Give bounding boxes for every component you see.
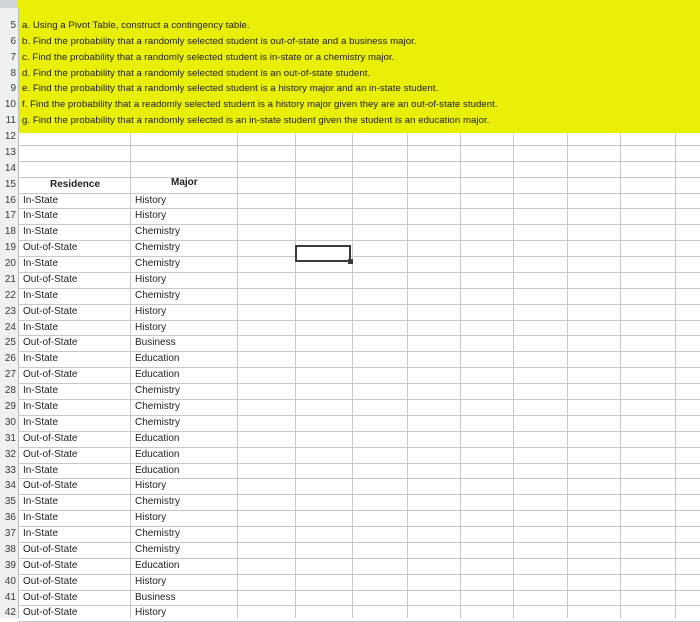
- major-cell: Chemistry: [135, 401, 181, 412]
- grid-row-line: [18, 494, 700, 495]
- row-number: 34: [4, 480, 16, 491]
- residence-cell: In-State: [23, 322, 59, 333]
- residence-cell: In-State: [23, 195, 59, 206]
- instruction-line: b. Find the probability that a randomly selected student is out-of-state and a business major.: [22, 36, 417, 47]
- row-number: 18: [4, 226, 16, 237]
- grid-column-line: [620, 133, 621, 618]
- fill-handle[interactable]: [348, 259, 353, 264]
- instruction-line: e. Find the probability that a randomly selected student is a history major and an in-state student.: [22, 83, 439, 94]
- major-cell: Chemistry: [135, 496, 181, 507]
- grid-column-line: [237, 133, 238, 618]
- row-number: 11: [5, 115, 16, 126]
- grid-column-line: [460, 133, 461, 618]
- residence-cell: Out-of-State: [23, 544, 78, 555]
- row-number: 25: [4, 337, 16, 348]
- major-cell: Education: [135, 433, 180, 444]
- major-cell: Business: [135, 337, 176, 348]
- row-number: 30: [4, 417, 16, 428]
- grid-row-line: [18, 240, 700, 241]
- major-cell: Education: [135, 560, 180, 571]
- major-cell: Chemistry: [135, 528, 181, 539]
- major-cell: Education: [135, 353, 180, 364]
- row-number: 10: [4, 99, 16, 110]
- row-number: 33: [4, 465, 16, 476]
- residence-cell: In-State: [23, 210, 59, 221]
- grid-column-line: [130, 133, 131, 618]
- grid-row-line: [18, 605, 700, 606]
- residence-cell: Out-of-State: [23, 576, 78, 587]
- grid-row-line: [18, 431, 700, 432]
- residence-cell: Out-of-State: [23, 306, 78, 317]
- grid-row-line: [18, 256, 700, 257]
- major-cell: History: [135, 576, 167, 587]
- residence-cell: In-State: [23, 353, 59, 364]
- row-number: 13: [4, 147, 16, 158]
- grid-column-line: [407, 133, 408, 618]
- residence-cell: In-State: [23, 226, 59, 237]
- grid-row-line: [18, 367, 700, 368]
- row-number: 40: [4, 576, 16, 587]
- major-cell: History: [135, 607, 167, 618]
- major-cell: History: [135, 210, 167, 221]
- residence-cell: In-State: [23, 385, 59, 396]
- grid-row-line: [18, 161, 700, 162]
- grid-row-line: [18, 415, 700, 416]
- major-cell: Education: [135, 465, 180, 476]
- grid-row-line: [18, 447, 700, 448]
- major-cell: Education: [135, 449, 180, 460]
- row-number: 8: [10, 68, 16, 79]
- row-number: 9: [10, 83, 16, 94]
- row-number: 16: [4, 195, 16, 206]
- grid-row-line: [18, 542, 700, 543]
- row-number: 32: [4, 449, 16, 460]
- major-cell: Chemistry: [135, 258, 181, 269]
- row-number: 7: [10, 52, 16, 63]
- grid-row-line: [18, 193, 700, 194]
- grid-column-line: [295, 133, 296, 618]
- grid-row-line: [18, 177, 700, 178]
- instruction-line: d. Find the probability that a randomly selected student is an out-of-state student.: [22, 68, 371, 79]
- major-cell: Business: [135, 592, 176, 603]
- instruction-line: f. Find the probability that a readomly selected student is a history major given they are an out-of-state student.: [22, 99, 498, 110]
- residence-cell: In-State: [23, 258, 59, 269]
- major-cell: History: [135, 512, 167, 523]
- grid-column-line: [675, 133, 676, 618]
- grid-row-line: [18, 510, 700, 511]
- residence-cell: Out-of-State: [23, 242, 78, 253]
- row-number: 14: [4, 163, 16, 174]
- grid-row-line: [18, 478, 700, 479]
- row-number: 23: [4, 306, 16, 317]
- row-number: 42: [4, 607, 16, 618]
- row-number: 29: [4, 401, 16, 412]
- residence-cell: Out-of-State: [23, 449, 78, 460]
- residence-cell: In-State: [23, 496, 59, 507]
- grid-row-line: [18, 351, 700, 352]
- residence-cell: In-State: [23, 417, 59, 428]
- grid-row-line: [18, 208, 700, 209]
- instruction-line: c. Find the probability that a randomly selected student is in-state or a chemistry major.: [22, 52, 395, 63]
- major-cell: Chemistry: [135, 385, 181, 396]
- row-number: 37: [4, 528, 16, 539]
- residence-cell: Out-of-State: [23, 607, 78, 618]
- grid-row-line: [18, 558, 700, 559]
- residence-cell: Out-of-State: [23, 274, 78, 285]
- major-header: Major: [171, 177, 198, 188]
- residence-cell: In-State: [23, 290, 59, 301]
- instruction-line: a. Using a Pivot Table, construct a contingency table.: [22, 20, 250, 31]
- row-number: 20: [4, 258, 16, 269]
- major-cell: History: [135, 306, 167, 317]
- row-number: 5: [10, 20, 16, 31]
- major-cell: Chemistry: [135, 417, 181, 428]
- instruction-line: g. Find the probability that a randomly selected is an in-state student given the student is an education major.: [22, 115, 490, 126]
- residence-cell: Out-of-State: [23, 592, 78, 603]
- row-number: 41: [4, 592, 16, 603]
- row-number: 22: [4, 290, 16, 301]
- row-number: 21: [4, 274, 16, 285]
- grid-row-line: [18, 145, 700, 146]
- row-number: 17: [4, 210, 16, 221]
- residence-cell: In-State: [23, 528, 59, 539]
- residence-cell: Out-of-State: [23, 480, 78, 491]
- residence-cell: Out-of-State: [23, 369, 78, 380]
- residence-cell: Out-of-State: [23, 337, 78, 348]
- row-number: 31: [4, 433, 16, 444]
- row-number: 12: [4, 131, 16, 142]
- row-number: 6: [10, 36, 16, 47]
- major-cell: Chemistry: [135, 226, 181, 237]
- major-cell: Education: [135, 369, 180, 380]
- grid-row-line: [18, 590, 700, 591]
- grid-row-line: [18, 383, 700, 384]
- major-cell: History: [135, 322, 167, 333]
- grid-row-line: [18, 224, 700, 225]
- row-number: 24: [4, 322, 16, 333]
- active-cell-selection[interactable]: [295, 245, 351, 262]
- residence-cell: In-State: [23, 401, 59, 412]
- grid-row-line: [18, 574, 700, 575]
- grid-row-line: [18, 399, 700, 400]
- major-cell: History: [135, 274, 167, 285]
- row-number: 19: [4, 242, 16, 253]
- major-cell: Chemistry: [135, 290, 181, 301]
- major-cell: History: [135, 480, 167, 491]
- row-number: 36: [4, 512, 16, 523]
- residence-header: Residence: [50, 179, 101, 190]
- row-number: 35: [4, 496, 16, 507]
- grid-column-line: [567, 133, 568, 618]
- grid-row-line: [18, 335, 700, 336]
- row-number: 15: [4, 179, 16, 190]
- major-cell: History: [135, 195, 167, 206]
- grid-row-line: [18, 463, 700, 464]
- grid-row-line: [18, 526, 700, 527]
- grid-row-line: [18, 304, 700, 305]
- row-number: 38: [4, 544, 16, 555]
- row-number: 27: [4, 369, 16, 380]
- major-cell: Chemistry: [135, 544, 181, 555]
- residence-cell: Out-of-State: [23, 433, 78, 444]
- residence-cell: In-State: [23, 465, 59, 476]
- grid-row-line: [18, 272, 700, 273]
- grid-column-line: [352, 133, 353, 618]
- grid-row-line: [18, 288, 700, 289]
- row-number: 39: [4, 560, 16, 571]
- residence-cell: Out-of-State: [23, 560, 78, 571]
- grid-column-line: [513, 133, 514, 618]
- major-cell: Chemistry: [135, 242, 181, 253]
- row-number: 28: [4, 385, 16, 396]
- grid-row-line: [18, 320, 700, 321]
- row-number: 26: [4, 353, 16, 364]
- residence-cell: In-State: [23, 512, 59, 523]
